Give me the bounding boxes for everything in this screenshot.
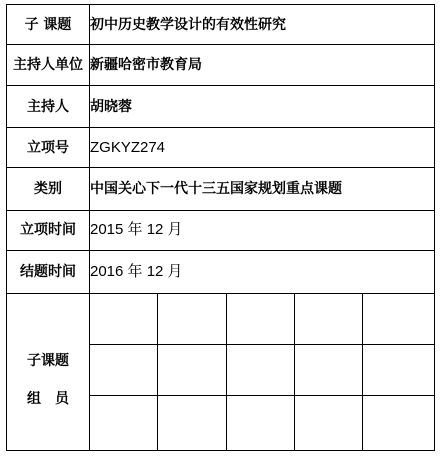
- subproject-title-value: 初中历史教学设计的有效性研究: [90, 5, 435, 45]
- host-unit-value: 新疆哈密市教育局: [90, 45, 435, 86]
- project-info-table: [6, 4, 435, 451]
- member-cell: [158, 345, 227, 396]
- category-label: 类别: [7, 168, 90, 210]
- member-cell: [295, 345, 363, 396]
- member-cell: [363, 396, 435, 451]
- category-value: 中国关心下一代十三五国家规划重点课题: [90, 168, 435, 210]
- project-number-label: 立项号: [7, 128, 90, 168]
- row-project-number: [7, 128, 435, 168]
- members-label-line1: 子课题: [27, 353, 69, 370]
- member-cell: [227, 293, 295, 344]
- row-host-person: [7, 86, 435, 128]
- member-cell: [227, 345, 295, 396]
- row-start-date: [7, 210, 435, 250]
- subproject-title-label: 子 课题: [7, 5, 90, 45]
- host-person-label: 主持人: [7, 86, 90, 128]
- member-cell: [90, 396, 158, 451]
- member-cell: [158, 293, 227, 344]
- members-row: [7, 293, 435, 344]
- members-label: [7, 293, 90, 450]
- member-cell: [363, 345, 435, 396]
- row-host-unit: [7, 45, 435, 86]
- member-cell: [295, 396, 363, 451]
- project-info-form: [6, 4, 434, 451]
- member-cell: [363, 293, 435, 344]
- member-cell: [227, 396, 295, 451]
- start-date-value: 2015 年 12 月: [90, 210, 435, 250]
- members-label-line2: 组员: [27, 391, 83, 408]
- member-cell: [90, 345, 158, 396]
- end-date-value: 2016 年 12 月: [90, 250, 435, 293]
- end-date-label: 结题时间: [7, 250, 90, 293]
- member-cell: [158, 396, 227, 451]
- row-category: [7, 168, 435, 210]
- host-person-value: 胡晓蓉: [90, 86, 435, 128]
- start-date-label: 立项时间: [7, 210, 90, 250]
- host-unit-label: 主持人单位: [7, 45, 90, 86]
- project-number-value: ZGKYZ274: [90, 128, 435, 168]
- row-end-date: [7, 250, 435, 293]
- row-subproject-title: [7, 5, 435, 45]
- member-cell: [90, 293, 158, 344]
- member-cell: [295, 293, 363, 344]
